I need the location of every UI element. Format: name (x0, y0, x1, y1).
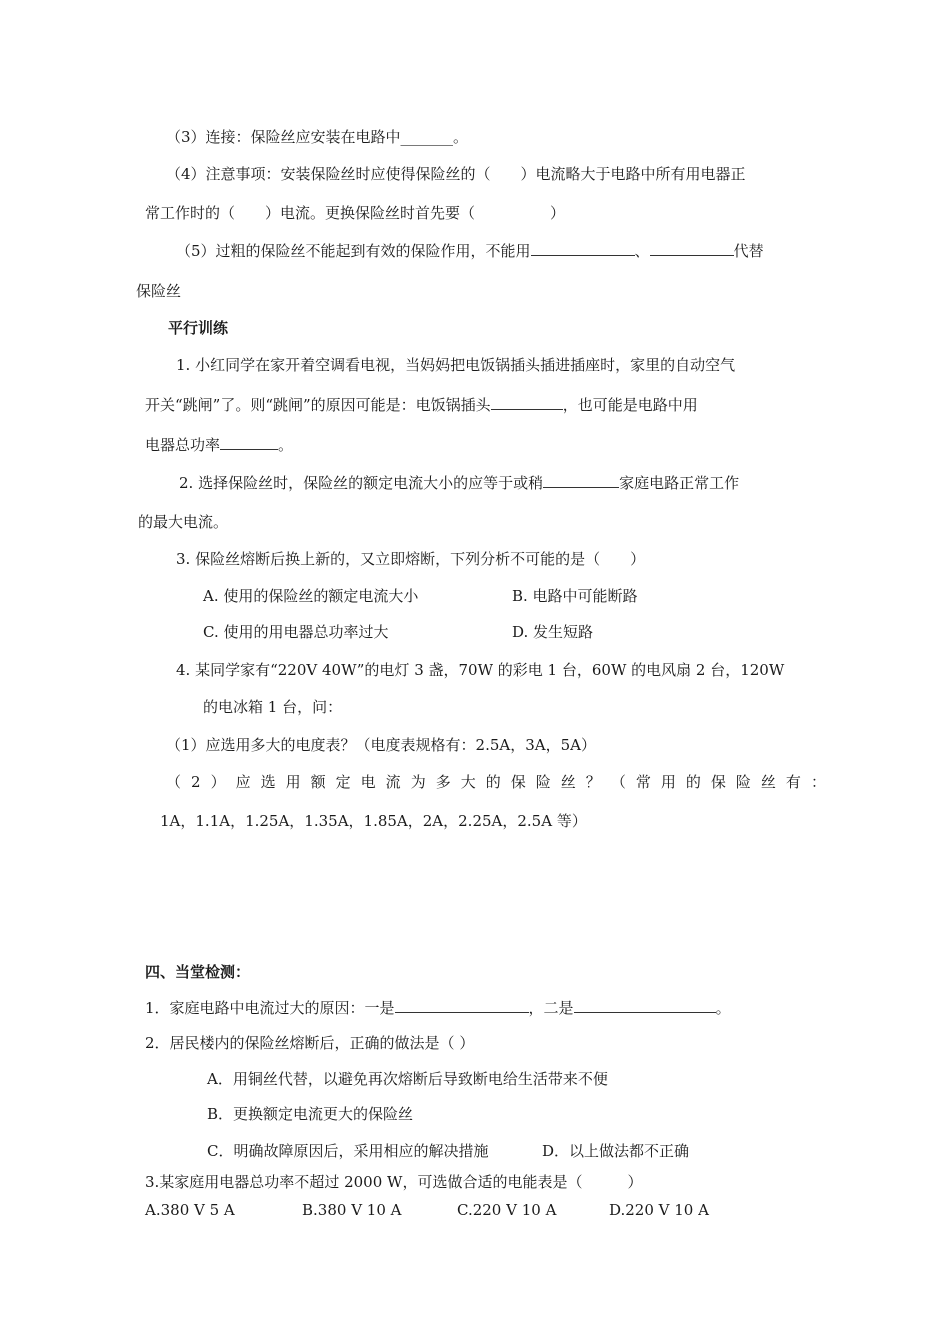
q4-part-2-char: ： (810, 773, 826, 791)
blank-1[interactable] (531, 241, 635, 256)
practice-q1-line-3 (145, 435, 293, 455)
check-q3: 3.某家庭用电器总功率不超过 2000 W，可选做合适的电能表是（ ） (145, 1173, 643, 1191)
practice-q4-part-2 (166, 772, 826, 792)
q4-part-2-char: 电 (360, 773, 376, 791)
practice-q4-line-1: 4. 某同学家有“220V 40W”的电灯 3 盏，70W 的彩电 1 台，60W 的电风扇 2 台，120W (176, 661, 785, 679)
practice-q1-line-2 (145, 395, 698, 415)
practice-q1-line-1: 1. 小红同学在家开着空调看电视，当妈妈把电饭锅插头插进插座时，家里的自动空气 (176, 356, 736, 374)
fuse-thick-text-post: 代替 (733, 242, 764, 260)
practice-q2-line-1 (179, 473, 739, 493)
q2a-pre: 2. 选择保险丝时，保险丝的额定电流大小的应等于或稍 (179, 474, 544, 492)
practice-q4-part-1: （1）应选用多大的电度表？（电度表规格有：2.5A，3A，5A） (166, 736, 596, 754)
fuse-connection-line: （3）连接：保险丝应安装在电路中_______。 (166, 128, 469, 146)
q4-part-2-char: ？ (585, 773, 601, 791)
check-q2-option-d: D．以上做法都不正确 (542, 1142, 690, 1160)
q4-part-2-char: 丝 (560, 773, 576, 791)
blank-q2[interactable] (543, 473, 619, 488)
q4-part-2-char: （ (610, 773, 626, 791)
q4-part-2-char: 的 (485, 773, 501, 791)
q4-part-2-char: 应 (235, 773, 251, 791)
q4-part-2-char: 定 (335, 773, 351, 791)
q4-part-2-char: ） (210, 773, 226, 791)
q1b-pre: 开关“跳闸”了。则“跳闸”的原因可能是：电饭锅插头 (145, 396, 491, 414)
check-q2-option-c: C．明确故障原因后，采用相应的解决措施 (207, 1142, 489, 1160)
q4-part-2-char: 有 (785, 773, 801, 791)
c1-post: 。 (715, 999, 731, 1017)
blank-2[interactable] (650, 241, 734, 256)
q3-option-c: C. 使用的用电器总功率过大 (203, 623, 389, 641)
q3-option-d: D. 发生短路 (512, 623, 594, 641)
blank-c1-b[interactable] (574, 998, 716, 1013)
q4-part-2-char: 额 (310, 773, 326, 791)
q4-part-2-char: 的 (685, 773, 701, 791)
q4-part-2-char: 流 (385, 773, 401, 791)
blank-c1-a[interactable] (395, 998, 529, 1013)
q1b-post: ，也可能是电路中用 (562, 396, 698, 414)
check-heading: 四、当堂检测： (145, 963, 251, 981)
q4-part-2-char: （ (166, 773, 182, 791)
check-q3-option-b: B.380 V 10 A (302, 1201, 402, 1219)
blank-q1-plug[interactable] (491, 395, 563, 410)
check-q3-option-d: D.220 V 10 A (609, 1201, 709, 1219)
fuse-notes-line-2: 常工作时的（ ）电流。更换保险丝时首先要（ ） (145, 204, 566, 222)
check-q2-option-b: B．更换额定电流更大的保险丝 (207, 1105, 414, 1123)
q4-part-2-char: 用 (660, 773, 676, 791)
q1c-pre: 电器总功率 (145, 436, 221, 454)
q4-part-2-char: 险 (735, 773, 751, 791)
fuse-thick-text-pre: （5）过粗的保险丝不能起到有效的保险作用，不能用 (176, 242, 531, 260)
q4-part-2-char: 用 (285, 773, 301, 791)
check-q3-option-c: C.220 V 10 A (457, 1201, 557, 1219)
practice-q4-line-2: 的电冰箱 1 台，问： (203, 698, 343, 716)
blank-q1-power[interactable] (220, 435, 278, 450)
q4-part-2-char: 丝 (760, 773, 776, 791)
check-q2: 2．居民楼内的保险丝熔断后，正确的做法是（ ） (145, 1034, 475, 1052)
fuse-thick-line-1 (176, 241, 764, 261)
practice-q3: 3. 保险丝熔断后换上新的，又立即熔断，下列分析不可能的是（ ） (176, 550, 646, 568)
c1-pre: 1．家庭电路中电流过大的原因：一是 (145, 999, 395, 1017)
q2a-post: 家庭电路正常工作 (619, 474, 740, 492)
fuse-thick-text-mid: 、 (634, 242, 650, 260)
q4-part-2-char: 保 (510, 773, 526, 791)
q4-part-2-char: 多 (435, 773, 451, 791)
q4-part-2-char: 2 (191, 773, 201, 791)
q4-part-2-char: 保 (710, 773, 726, 791)
check-q2-option-a: A．用铜丝代替，以避免再次熔断后导致断电给生活带来不便 (207, 1070, 608, 1088)
fuse-thick-line-2: 保险丝 (136, 282, 182, 300)
q4-part-2-char: 大 (460, 773, 476, 791)
check-q1 (145, 998, 731, 1018)
q3-option-a: A. 使用的保险丝的额定电流大小 (203, 587, 419, 605)
q4-part-2-char: 选 (260, 773, 276, 791)
check-q3-option-a: A.380 V 5 A (145, 1201, 235, 1219)
q4-part-2-char: 常 (635, 773, 651, 791)
fuse-notes-line-1: （4）注意事项：安装保险丝时应使得保险丝的（ ）电流略大于电路中所有用电器正 (166, 165, 746, 183)
practice-q2-line-2: 的最大电流。 (138, 513, 229, 531)
q3-option-b: B. 电路中可能断路 (512, 587, 638, 605)
practice-q4-part-2-options: 1A，1.1A，1.25A，1.35A，1.85A，2A，2.25A，2.5A 等） (160, 812, 587, 830)
q4-part-2-char: 险 (535, 773, 551, 791)
practice-heading: 平行训练 (168, 319, 229, 337)
q4-part-2-char: 为 (410, 773, 426, 791)
c1-mid: ，二是 (528, 999, 574, 1017)
q1c-post: 。 (278, 436, 294, 454)
